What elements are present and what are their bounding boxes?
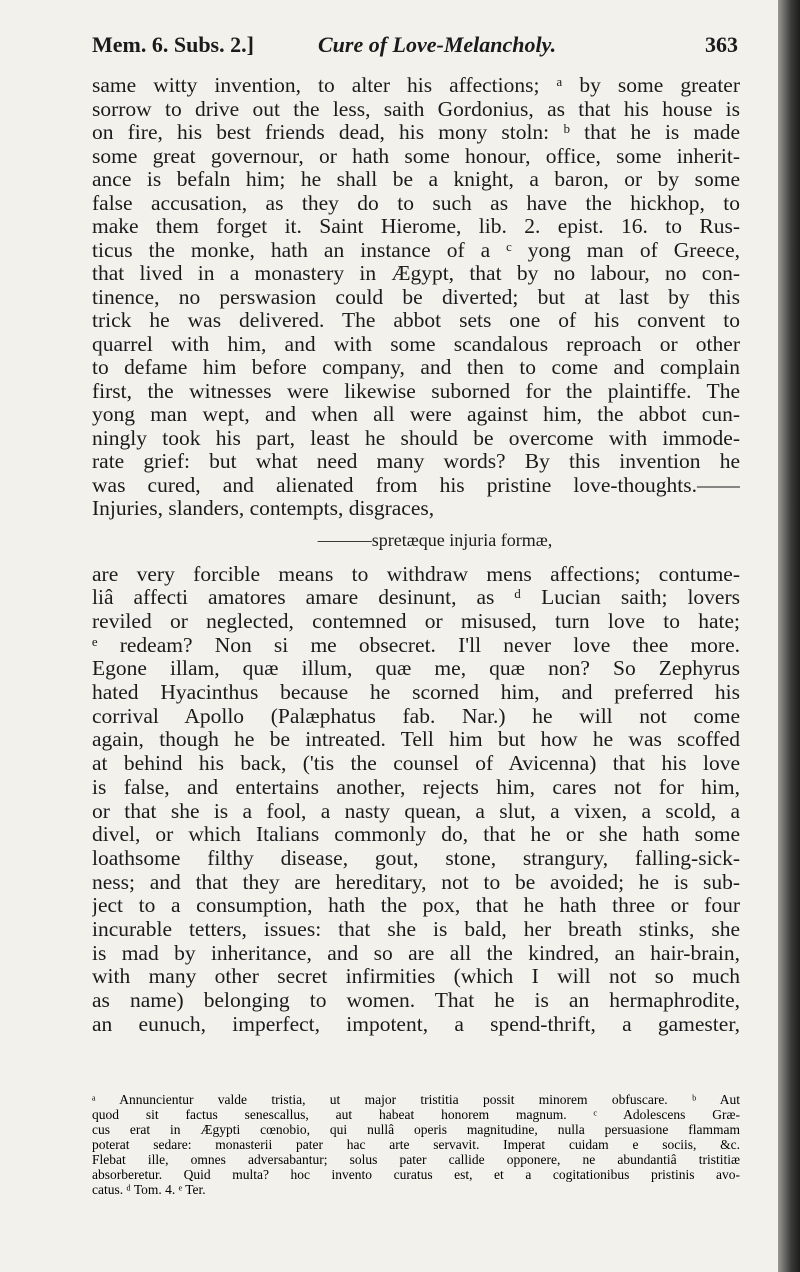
paragraph-2: [92, 563, 740, 1037]
text-line: rate grief: but what need many words? By this invention he: [92, 450, 740, 473]
text-line: corrival Apollo (Palæphatus fab. Nar.) he will not come: [92, 704, 740, 728]
text-line: ject to a consumption, hath the pox, that he hath three or four: [92, 894, 740, 918]
text-line: was cured, and alienated from his pristine love-thoughts.——: [92, 473, 740, 497]
text-line: same witty invention, to alter his affections; ᵃ by some greater: [92, 74, 740, 97]
text-line: that lived in a monastery in Ægypt, that by no labour, no con-: [92, 262, 740, 285]
text-line: ningly took his part, least he should be overcome with immode-: [92, 426, 740, 450]
text-line: absorberetur. Quid multa? hoc invento curatus est, et a cogitationibus pristinis avo-: [92, 1167, 740, 1182]
text-line: is false, and entertains another, rejects him, cares not for him,: [92, 775, 740, 799]
page-number: 363: [705, 32, 738, 57]
text-line: cus erat in Ægypti cœnobio, qui nullâ operis magnitudine, nulla persuasione flammam: [92, 1122, 740, 1137]
paragraph-1: [92, 74, 740, 521]
text-line: sorrow to drive out the less, saith Gordonius, as that his house is: [92, 97, 740, 121]
text-line: poterat sedare: monasterii pater hac arte servavit. Imperat cuidam e sociis, &c.: [92, 1137, 740, 1152]
text-line: an eunuch, imperfect, impotent, a spend-thrift, a gamester,: [92, 1012, 740, 1036]
text-line: hated Hyacinthus because he scorned him, and preferred his: [92, 681, 740, 705]
text-line: again, though he be intreated. Tell him but how he was scoffed: [92, 728, 740, 752]
text-line: loathsome filthy disease, gout, stone, strangury, falling-sick-: [92, 846, 740, 870]
text-line: first, the witnesses were likewise suborned for the plaintiffe. The: [92, 379, 740, 403]
text-line: reviled or neglected, contemned or misused, turn love to hate;: [92, 609, 740, 633]
text-line: ᵃ Annuncientur valde tristia, ut major tristitia possit minorem obfuscare. ᵇ Aut: [92, 1092, 740, 1107]
verse-quotation: ———spretæque injuria formæ,: [317, 529, 553, 550]
text-line: as name) belonging to women. That he is an hermaphrodite,: [92, 989, 740, 1013]
text-line: ᵉ redeam? Non si me obsecret. I'll never love thee more.: [92, 633, 740, 657]
text-line: Egone illam, quæ illum, quæ me, quæ non? So Zephyrus: [92, 657, 740, 681]
footnotes: [92, 1092, 740, 1197]
text-line: yong man wept, and when all were against him, the abbot cun-: [92, 403, 740, 426]
text-line: incurable tetters, issues: that she is bald, her breath stinks, she: [92, 918, 740, 942]
text-line: ance is befaln him; he shall be a knight, a baron, or by some: [92, 168, 740, 191]
text-line: with many other secret infirmities (which I will not so much: [92, 965, 740, 989]
text-line: Flebat ille, omnes adversabantur; solus pater callide opponere, ne abundantiâ tristitiæ: [92, 1152, 740, 1167]
text-line: is mad by inheritance, and so are all the kindred, an hair-brain,: [92, 941, 740, 965]
text-line: quarrel with him, and with some scandalous reproach or other: [92, 332, 740, 356]
text-line: or that she is a fool, a nasty quean, a slut, a vixen, a scold, a: [92, 799, 740, 823]
section-reference: Mem. 6. Subs. 2.]: [92, 32, 254, 57]
text-line: to defame him before company, and then to come and complain: [92, 356, 740, 379]
text-line: liâ affecti amatores amare desinunt, as ᵈ Lucian saith; lovers: [92, 586, 740, 610]
chapter-title: Cure of Love-Melancholy.: [318, 32, 557, 57]
text-line: quod sit factus senescallus, aut habeat honorem magnum. ᶜ Adolescens Græ-: [92, 1107, 740, 1122]
text-line: catus. ᵈ Tom. 4. ᵉ Ter.: [92, 1182, 206, 1197]
text-line: ticus the monke, hath an instance of a ᶜ yong man of Greece,: [92, 238, 740, 262]
text-line: are very forcible means to withdraw mens affections; contume-: [92, 562, 740, 586]
text-line: Injuries, slanders, contempts, disgraces,: [92, 497, 435, 520]
page-edge-shadow: [778, 0, 800, 1272]
text-line: divel, or which Italians commonly do, that he or she hath some: [92, 823, 740, 847]
text-line: at behind his back, ('tis the counsel of Avicenna) that his love: [92, 752, 740, 776]
text-line: some great governour, or hath some honour, office, some inherit-: [92, 144, 740, 168]
text-line: make them forget it. Saint Hierome, lib. 2. epist. 16. to Rus-: [92, 215, 740, 238]
text-line: ness; and that they are hereditary, not to be avoided; he is sub-: [92, 870, 740, 894]
text-line: on fire, his best friends dead, his mony stoln: ᵇ that he is made: [92, 121, 740, 144]
text-line: tinence, no perswasion could be diverted; but at last by this: [92, 285, 740, 309]
running-header: [92, 30, 748, 74]
text-line: trick he was delivered. The abbot sets one of his convent to: [92, 309, 740, 332]
text-line: false accusation, as they do to such as have the hickhop, to: [92, 191, 740, 215]
